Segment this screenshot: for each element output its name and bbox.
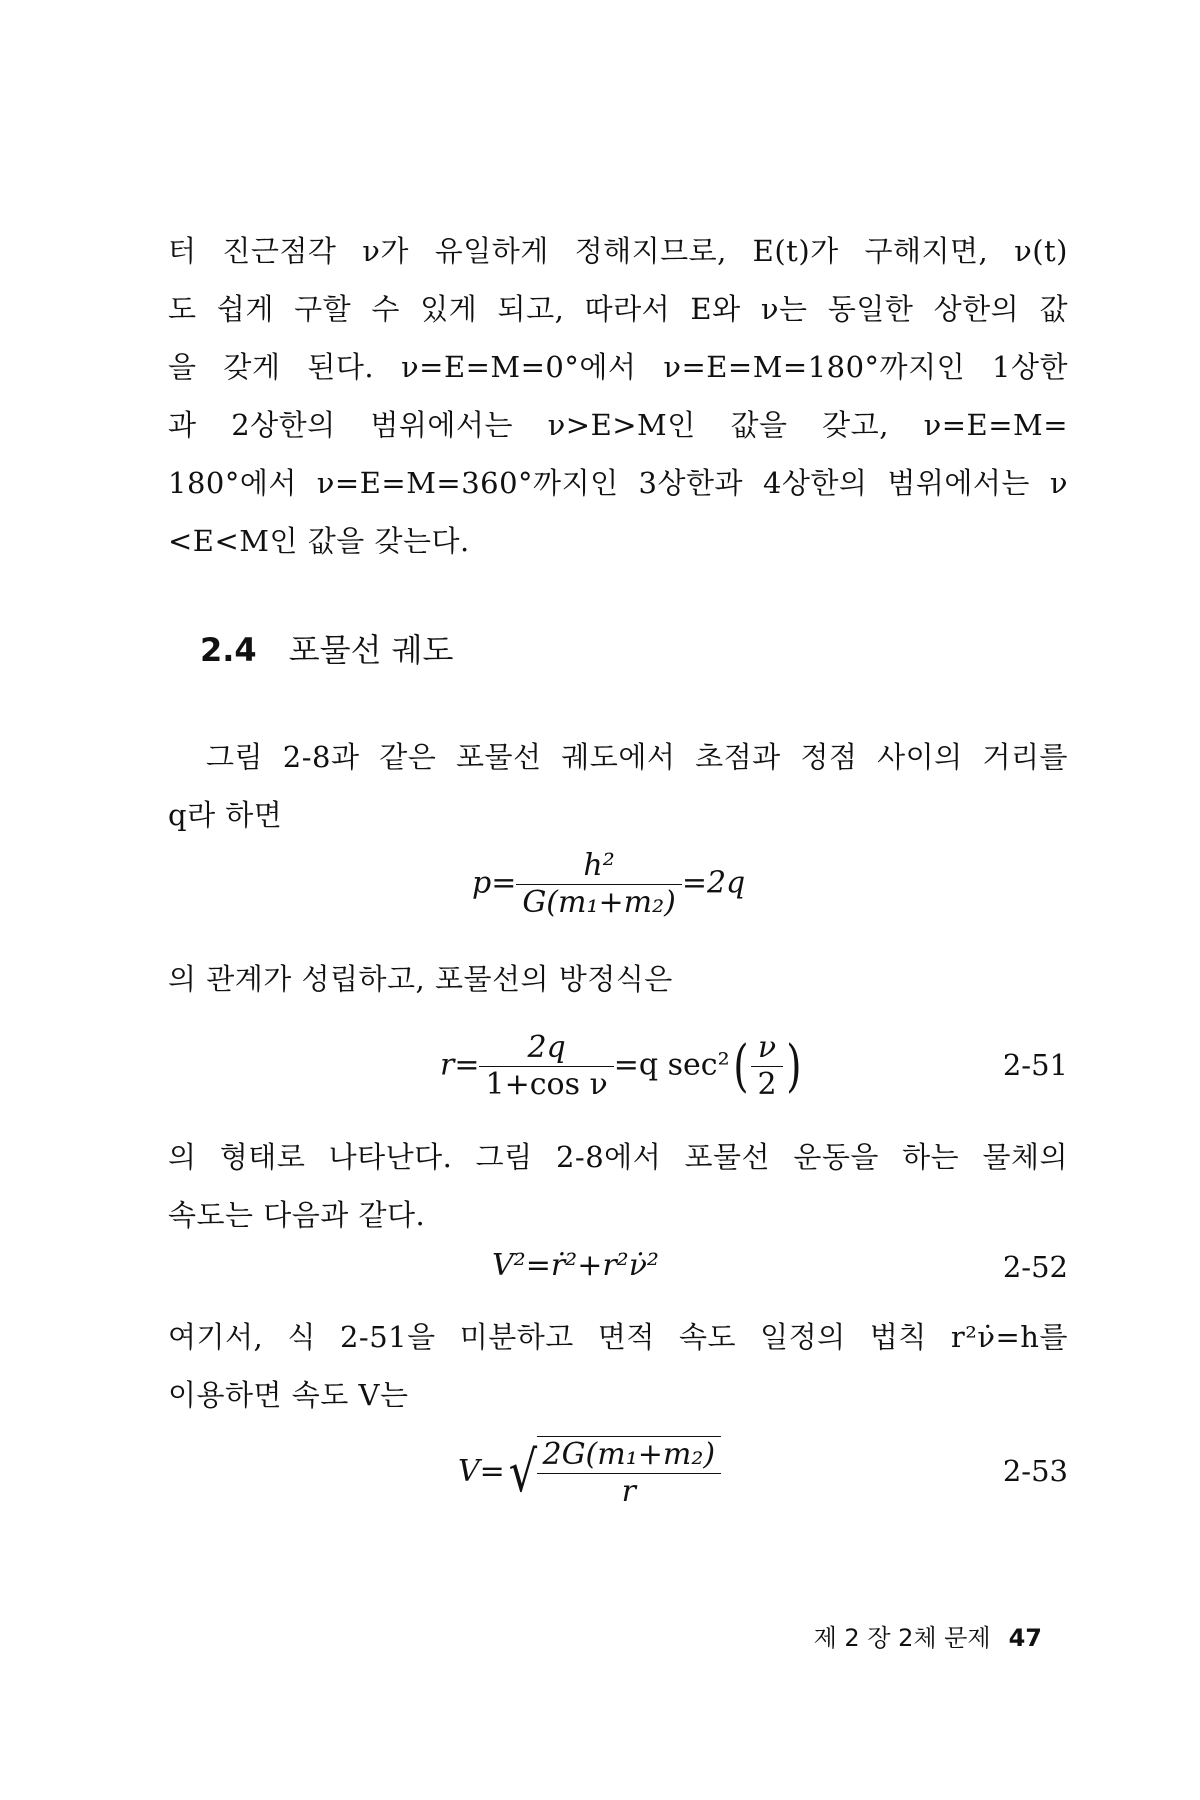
- fraction-denominator: r: [621, 1474, 636, 1509]
- equation-middle: =q sec²: [613, 1047, 730, 1083]
- page-footer: [814, 1618, 1042, 1653]
- equation-rhs: =2q: [681, 865, 746, 901]
- radicand: [537, 1436, 722, 1510]
- paren-close: ): [785, 1033, 802, 1099]
- fraction-numerator: h²: [516, 848, 681, 885]
- paragraph-velocity-intro: [168, 1128, 1068, 1244]
- paragraph-parabolic-intro: [168, 728, 1068, 844]
- text-line: 그림 2-8과 같은 포물선 궤도에서 초점과 정점 사이의 거리를: [206, 740, 1068, 774]
- equation-label: 2-51: [1002, 1048, 1068, 1082]
- page-number: 47: [1008, 1624, 1042, 1652]
- text-line: 을 갖게 된다. ν=E=M=0°에서 ν=E=M=180°까지인 1상한: [168, 350, 1068, 384]
- paragraph-parabola-equation-intro: [168, 950, 1068, 1008]
- text-line: 의 형태로 나타난다. 그림 2-8에서 포물선 운동을 하는 물체의: [168, 1140, 1068, 1174]
- equation-lhs: p=: [472, 865, 517, 901]
- equation-2-53: [458, 1436, 721, 1510]
- text-line: 도 쉽게 구할 수 있게 되고, 따라서 E와 ν는 동일한 상한의 값: [168, 292, 1068, 326]
- section-number: 2.4: [200, 631, 257, 669]
- equation-fraction: [479, 1030, 613, 1103]
- square-root: [505, 1436, 721, 1510]
- text-line: 의 관계가 성립하고, 포물선의 방정식은: [168, 962, 673, 996]
- equation-label: 2-52: [1002, 1250, 1068, 1284]
- equation-fraction: [537, 1437, 722, 1510]
- text-line: 터 진근점각 ν가 유일하게 정해지므로, E(t)가 구해지면, ν(t): [168, 234, 1068, 268]
- equation-fraction: [516, 848, 681, 921]
- equation-lhs: V=: [458, 1454, 505, 1489]
- paragraph-anomaly-quadrants: [168, 222, 1068, 570]
- section-title: 포물선 궤도: [288, 631, 454, 669]
- text-line: q라 하면: [168, 798, 283, 832]
- paren-open: (: [732, 1033, 749, 1099]
- text-line: 과 2상한의 범위에서는 ν>E>M인 값을 갖고, ν=E=M=: [168, 408, 1068, 442]
- equation-semi-latus-rectum: [472, 848, 745, 921]
- fraction-denominator: G(m₁+m₂): [522, 885, 676, 920]
- text-line: 180°에서 ν=E=M=360°까지인 3상한과 4상한의 범위에서는 ν: [168, 466, 1068, 500]
- text-line: 이용하면 속도 V는: [168, 1378, 409, 1412]
- inner-denominator: 2: [757, 1067, 777, 1102]
- chapter-title: 제 2 장 2체 문제: [813, 1624, 991, 1652]
- equation-2-51: [440, 1030, 804, 1103]
- text-line: 여기서, 식 2-51을 미분하고 면적 속도 일정의 법칙 r²ν̇=h를: [168, 1320, 1068, 1354]
- fraction-numerator: 2q: [479, 1030, 613, 1067]
- text-line: 속도는 다음과 같다.: [168, 1198, 426, 1232]
- radical-sign: √: [508, 1440, 537, 1505]
- fraction-denominator: 1+cos ν: [485, 1067, 608, 1102]
- inner-fraction: [751, 1030, 782, 1103]
- paragraph-differentiation: [168, 1308, 1068, 1424]
- fraction-numerator: 2G(m₁+m₂): [537, 1437, 722, 1474]
- text-line: <E<M인 값을 갖는다.: [168, 524, 470, 558]
- equation-lhs: r=: [440, 1047, 480, 1083]
- section-heading: [200, 630, 453, 670]
- equation-label: 2-53: [1002, 1454, 1068, 1488]
- inner-numerator: ν: [751, 1030, 782, 1067]
- equation-2-52: V²=ṙ²+r²ν̇²: [492, 1248, 659, 1283]
